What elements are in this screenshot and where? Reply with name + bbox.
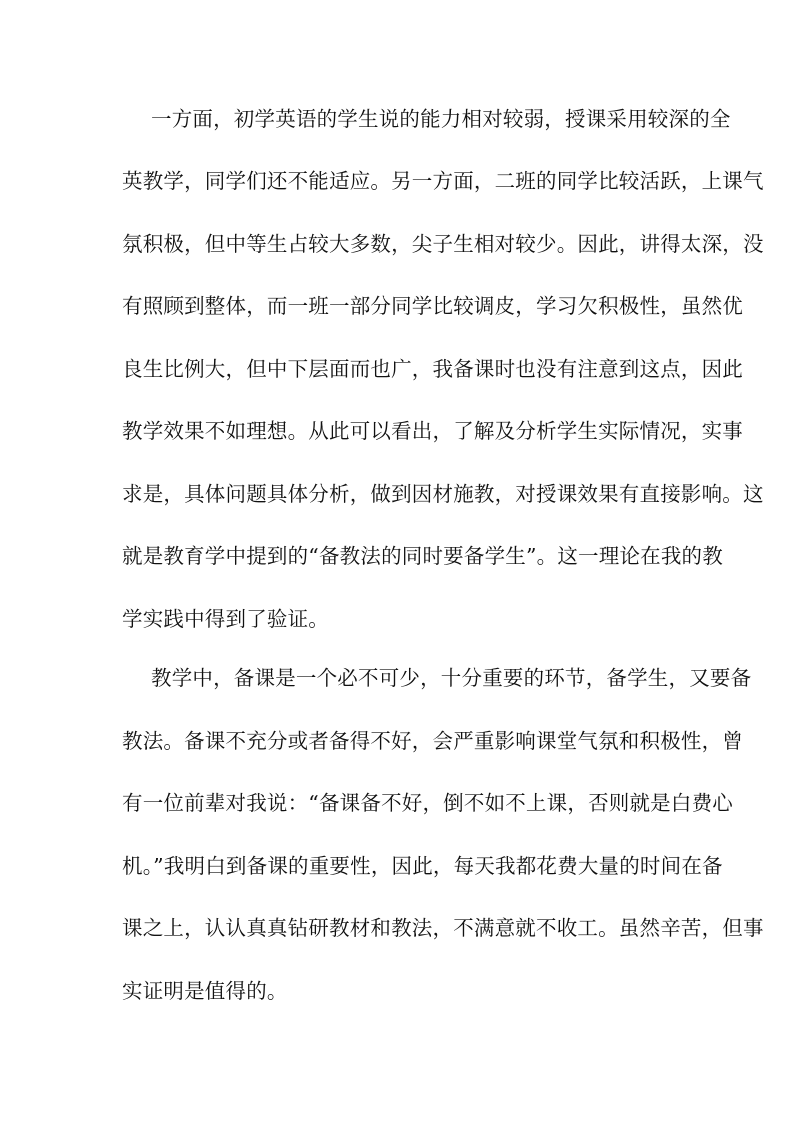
paragraph-line: 机。”我明白到备课的重要性，因此，每天我都花费大量的时间在备 bbox=[122, 854, 723, 878]
paragraph-line: 有一位前辈对我说：“备课备不好，倒不如不上课，否则就是白费心 bbox=[122, 791, 733, 815]
paragraph-line: 有照顾到整体，而一班一部分同学比较调皮，学习欠积极性，虽然优 bbox=[122, 294, 743, 318]
paragraph-line: 教学效果不如理想。从此可以看出，了解及分析学生实际情况，实事 bbox=[122, 419, 743, 443]
paragraph-line: 实证明是值得的。 bbox=[122, 979, 288, 1003]
paragraph-line: 教法。备课不充分或者备得不好，会严重影响课堂气氛和积极性，曾 bbox=[122, 729, 743, 753]
paragraph-line: 课之上，认认真真钻研教材和教法，不满意就不收工。虽然辛苦，但事 bbox=[122, 916, 764, 940]
paragraph-line: 英教学，同学们还不能适应。另一方面，二班的同学比较活跃，上课气 bbox=[122, 169, 764, 193]
paragraph-line: 教学中，备课是一个必不可少，十分重要的环节，备学生，又要备 bbox=[151, 666, 752, 690]
paragraph-line: 氛积极，但中等生占较大多数，尖子生相对较少。因此，讲得太深，没 bbox=[122, 232, 764, 256]
paragraph-line: 求是，具体问题具体分析，做到因材施教，对授课效果有直接影响。这 bbox=[122, 482, 764, 506]
paragraph-line: 学实践中得到了验证。 bbox=[122, 607, 329, 631]
paragraph-line: 良生比例大，但中下层面而也广，我备课时也没有注意到这点，因此 bbox=[122, 357, 743, 381]
paragraph-line: 一方面，初学英语的学生说的能力相对较弱，授课采用较深的全 bbox=[151, 107, 731, 131]
paragraph-line: 就是教育学中提到的“备教法的同时要备学生”。这一理论在我的教 bbox=[122, 544, 723, 568]
